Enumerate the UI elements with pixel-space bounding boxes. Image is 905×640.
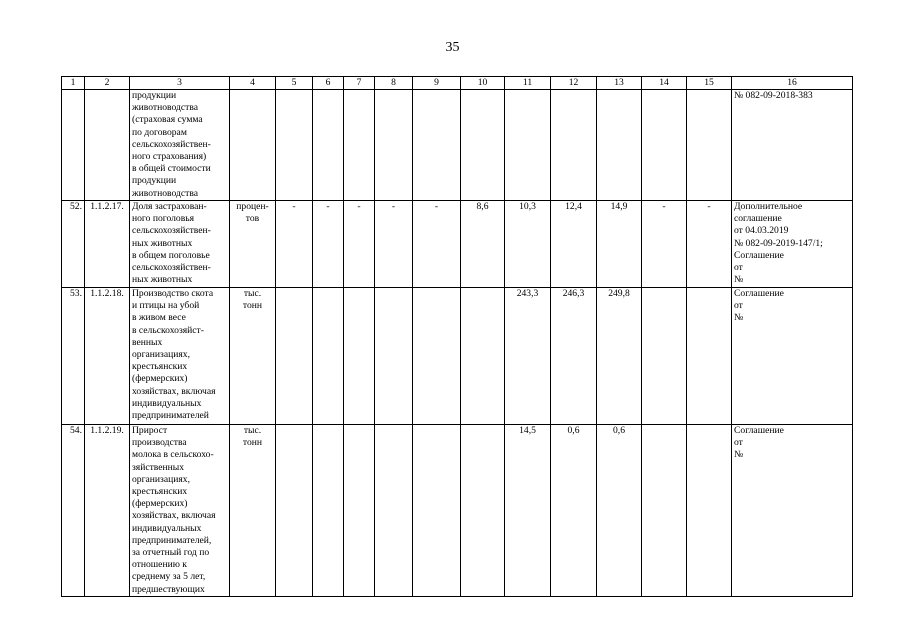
column-header-4: 4: [230, 77, 276, 90]
cell-line: от: [734, 437, 743, 449]
cell-line: предпринимателей: [132, 410, 209, 422]
value-cell-c13: 249,8: [597, 288, 642, 425]
cell-line: за отчетный год по: [132, 547, 210, 559]
cell-line: тыс.: [243, 288, 262, 299]
document-cell: [732, 425, 853, 597]
value-cell-c10: [461, 90, 505, 201]
cell-line: по договорам: [132, 126, 187, 138]
value-cell-c11: 14,5: [505, 425, 551, 597]
cell-line: в сельскохозяйст-: [132, 324, 204, 336]
cell-line: от: [734, 262, 743, 274]
table-header-row: [62, 77, 853, 90]
value-cell-c12: 246,3: [551, 288, 597, 425]
cell-line: сельскохозяйствен-: [132, 138, 211, 150]
value-cell-c8: [375, 425, 413, 597]
cell-line: от: [734, 300, 743, 312]
cell-line: индивидуальных: [132, 397, 202, 409]
value-cell-c7: -: [344, 201, 375, 288]
value-cell-c9: [413, 425, 461, 597]
cell-line: Соглашение: [734, 249, 784, 261]
unit-cell: [230, 288, 276, 425]
value-cell-c13: 0,6: [597, 425, 642, 597]
cell-line: соглашение: [734, 213, 782, 225]
cell-line: Дополнительное: [734, 201, 803, 212]
cell-line: Прирост: [132, 425, 168, 436]
row-number-cell: 54.: [62, 425, 85, 597]
value-cell-c14: [642, 288, 687, 425]
value-cell-c15: [687, 425, 732, 597]
value-cell-c10: [461, 425, 505, 597]
cell-line: ного поголовья: [132, 213, 195, 225]
value-cell-c9: [413, 288, 461, 425]
value-cell-c9: -: [413, 201, 461, 288]
value-cell-c15: -: [687, 201, 732, 288]
column-header-12: 12: [551, 77, 597, 90]
cell-line: №: [734, 449, 744, 461]
cell-line: ных животных: [132, 237, 193, 249]
indicator-name-cell: [130, 201, 230, 288]
row-number-cell: 53.: [62, 288, 85, 425]
cell-line: зяйственных: [132, 461, 185, 473]
value-cell-c5: -: [276, 201, 313, 288]
cell-line: сельскохозяйствен-: [132, 262, 211, 274]
cell-line: животноводства: [132, 102, 198, 114]
cell-line: крестьянских: [132, 486, 188, 498]
indicators-table: [61, 76, 853, 597]
value-cell-c14: [642, 425, 687, 597]
column-header-5: 5: [276, 77, 313, 90]
value-cell-c15: [687, 288, 732, 425]
table-row: [62, 288, 853, 425]
cell-line: производства: [132, 437, 187, 449]
table-row: [62, 201, 853, 288]
value-cell-c7: [344, 425, 375, 597]
column-header-15: 15: [687, 77, 732, 90]
column-header-11: 11: [505, 77, 551, 90]
cell-line: в общем поголовье: [132, 249, 210, 261]
cell-line: организациях,: [132, 349, 190, 361]
value-cell-c6: [313, 90, 344, 201]
cell-line: венных: [132, 336, 163, 348]
cell-line: и птицы на убой: [132, 300, 200, 312]
document-cell: [732, 201, 853, 288]
cell-line: продукции: [132, 90, 177, 101]
cell-line: от 04.03.2019: [734, 225, 789, 237]
cell-line: Производство скота: [132, 288, 214, 299]
cell-line: крестьянских: [132, 361, 188, 373]
table-row: [62, 425, 853, 597]
value-cell-c7: [344, 90, 375, 201]
unit-cell: [230, 90, 276, 201]
value-cell-c10: 8,6: [461, 201, 505, 288]
cell-line: сельскохозяйствен-: [132, 225, 211, 237]
value-cell-c12: 12,4: [551, 201, 597, 288]
column-header-1: 1: [62, 77, 85, 90]
value-cell-c15: [687, 90, 732, 201]
cell-line: №: [734, 274, 744, 286]
value-cell-c14: [642, 90, 687, 201]
value-cell-c12: 0,6: [551, 425, 597, 597]
cell-line: животноводства: [132, 187, 198, 199]
cell-line: тов: [245, 213, 260, 225]
indicator-code-cell: 1.1.2.18.: [85, 288, 130, 425]
cell-line: (страховая сумма: [132, 114, 203, 126]
value-cell-c6: -: [313, 201, 344, 288]
row-number-cell: [62, 90, 85, 201]
indicator-name-cell: [130, 90, 230, 201]
table-row: [62, 90, 853, 201]
column-header-3: 3: [130, 77, 230, 90]
value-cell-c12: [551, 90, 597, 201]
cell-line: № 082-09-2018-383: [734, 90, 813, 101]
value-cell-c10: [461, 288, 505, 425]
indicator-name-cell: [130, 288, 230, 425]
value-cell-c13: 14,9: [597, 201, 642, 288]
value-cell-c11: 10,3: [505, 201, 551, 288]
column-header-13: 13: [597, 77, 642, 90]
cell-line: продукции: [132, 175, 177, 187]
cell-line: в живом весе: [132, 312, 186, 324]
value-cell-c13: [597, 90, 642, 201]
unit-cell: [230, 425, 276, 597]
column-header-7: 7: [344, 77, 375, 90]
cell-line: (фермерских): [132, 498, 188, 510]
cell-line: хозяйствах, включая: [132, 385, 216, 397]
cell-line: в общей стоимости: [132, 163, 211, 175]
cell-line: процен-: [236, 201, 269, 212]
column-header-2: 2: [85, 77, 130, 90]
cell-line: № 082-09-2019-147/1;: [734, 237, 823, 249]
cell-line: Доля застрахован-: [132, 201, 207, 212]
value-cell-c6: [313, 288, 344, 425]
cell-line: предпринимателей,: [132, 534, 212, 546]
cell-line: организациях,: [132, 473, 190, 485]
cell-line: тыс.: [243, 425, 262, 436]
value-cell-c5: [276, 90, 313, 201]
document-cell: [732, 90, 853, 201]
column-header-16: 16: [732, 77, 853, 90]
column-header-8: 8: [375, 77, 413, 90]
cell-line: среднему за 5 лет,: [132, 571, 206, 583]
column-header-10: 10: [461, 77, 505, 90]
document-cell: [732, 288, 853, 425]
cell-line: предшествующих: [132, 583, 205, 595]
cell-line: (фермерских): [132, 373, 188, 385]
value-cell-c8: -: [375, 201, 413, 288]
indicator-code-cell: [85, 90, 130, 201]
value-cell-c5: [276, 288, 313, 425]
cell-line: Соглашение: [734, 425, 784, 436]
column-header-6: 6: [313, 77, 344, 90]
value-cell-c8: [375, 288, 413, 425]
value-cell-c9: [413, 90, 461, 201]
cell-line: хозяйствах, включая: [132, 510, 216, 522]
value-cell-c7: [344, 288, 375, 425]
indicator-code-cell: 1.1.2.17.: [85, 201, 130, 288]
value-cell-c8: [375, 90, 413, 201]
value-cell-c11: [505, 90, 551, 201]
column-header-14: 14: [642, 77, 687, 90]
indicator-name-cell: [130, 425, 230, 597]
cell-line: Соглашение: [734, 288, 784, 299]
cell-line: ных животных: [132, 274, 193, 286]
value-cell-c5: [276, 425, 313, 597]
page-number: 35: [445, 40, 460, 55]
cell-line: №: [734, 312, 744, 324]
value-cell-c6: [313, 425, 344, 597]
column-header-9: 9: [413, 77, 461, 90]
indicator-code-cell: 1.1.2.19.: [85, 425, 130, 597]
cell-line: ного страхования): [132, 151, 207, 163]
cell-line: отношению к: [132, 559, 187, 571]
cell-line: индивидуальных: [132, 522, 202, 534]
cell-line: тонн: [242, 437, 263, 449]
value-cell-c11: 243,3: [505, 288, 551, 425]
cell-line: молока в сельскохо-: [132, 449, 214, 461]
cell-line: тонн: [242, 300, 263, 312]
value-cell-c14: -: [642, 201, 687, 288]
unit-cell: [230, 201, 276, 288]
row-number-cell: 52.: [62, 201, 85, 288]
